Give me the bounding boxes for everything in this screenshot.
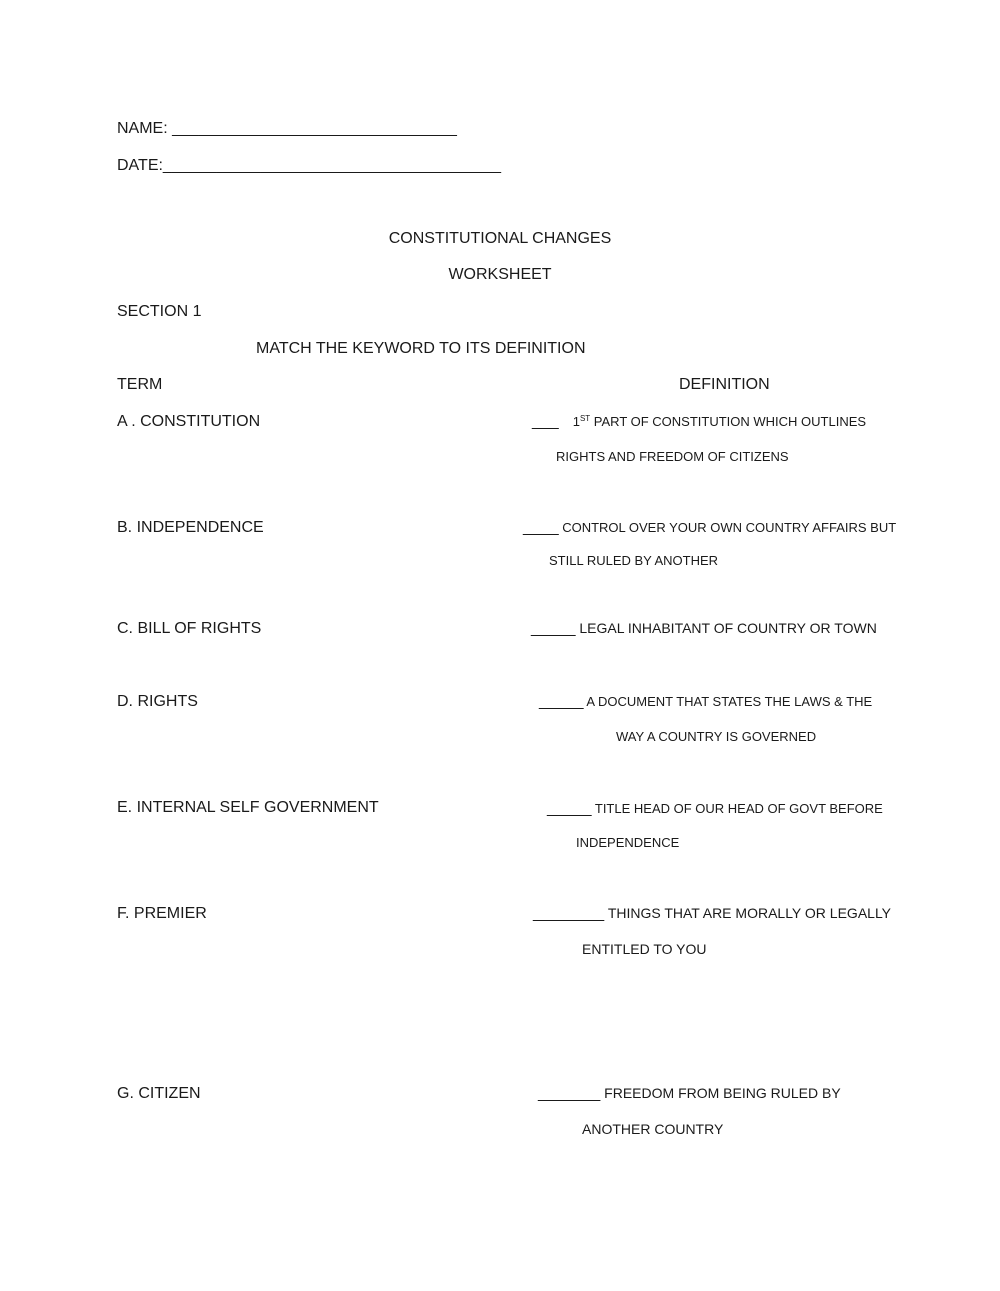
term-bill-of-rights: C. BILL OF RIGHTS (117, 620, 262, 637)
definition-6-line-1 (533, 904, 891, 924)
term-citizen: G. CITIZEN (117, 1085, 201, 1102)
definition-4-line-2: WAY A COUNTRY IS GOVERNED (616, 729, 817, 744)
answer-blank-2[interactable]: ____ (523, 519, 559, 536)
definition-5-line-1 (547, 799, 883, 819)
definition-1-text-line-1: PART OF CONSTITUTION WHICH OUTLINES (590, 414, 867, 429)
definition-5-text: TITLE HEAD OF OUR HEAD OF GOVT BEFORE (591, 801, 883, 816)
definition-7-line-2: ANOTHER COUNTRY (582, 1121, 724, 1137)
section-instruction: MATCH THE KEYWORD TO ITS DEFINITION (256, 340, 586, 357)
definition-5-line-2: INDEPENDENCE (576, 835, 680, 850)
definition-6-text: THINGS THAT ARE MORALLY OR LEGALLY (604, 905, 892, 921)
term-constitution: A . CONSTITUTION (117, 413, 261, 430)
answer-blank-5[interactable]: _____ (547, 800, 592, 817)
definition-6-line-2: ENTITLED TO YOU (582, 941, 707, 957)
answer-blank-6[interactable]: ________ (533, 905, 605, 922)
definition-3-line-1 (531, 619, 877, 639)
answer-blank-3[interactable]: _____ (531, 620, 576, 637)
term-premier: F. PREMIER (117, 905, 207, 922)
definition-4-line-1 (539, 692, 872, 712)
definition-1-text (573, 414, 866, 429)
name-field[interactable]: NAME: ________________________________ (117, 120, 457, 137)
term-internal-self-government: E. INTERNAL SELF GOVERNMENT (117, 799, 379, 816)
definition-3-text: LEGAL INHABITANT OF COUNTRY OR TOWN (575, 620, 877, 636)
term-rights: D. RIGHTS (117, 693, 198, 710)
definition-2-line-1 (523, 518, 896, 538)
ordinal-suffix: ST (579, 414, 591, 423)
answer-blank-1[interactable]: ___ (532, 413, 559, 430)
answer-blank-7[interactable]: _______ (538, 1085, 601, 1102)
definition-1-line-2: RIGHTS AND FREEDOM OF CITIZENS (556, 449, 789, 464)
term-column-header: TERM (117, 376, 163, 393)
definition-column-header: DEFINITION (679, 376, 770, 393)
definition-7-line-1 (538, 1084, 841, 1104)
worksheet-title: CONSTITUTIONAL CHANGES (388, 230, 612, 247)
worksheet-subtitle: WORKSHEET (448, 266, 552, 283)
definition-2-line-2: STILL RULED BY ANOTHER (549, 553, 719, 568)
ordinal-number: 1 (572, 414, 580, 429)
definition-1-line-1 (532, 412, 866, 432)
answer-blank-4[interactable]: _____ (539, 693, 584, 710)
definition-2-text: CONTROL OVER YOUR OWN COUNTRY AFFAIRS BUT (558, 520, 897, 535)
definition-4-text: A DOCUMENT THAT STATES THE LAWS & THE (583, 694, 873, 709)
section-label: SECTION 1 (117, 303, 202, 320)
definition-7-text: FREEDOM FROM BEING RULED BY (600, 1085, 841, 1101)
term-independence: B. INDEPENDENCE (117, 519, 264, 536)
date-field[interactable]: DATE:______________________________________ (117, 157, 502, 174)
